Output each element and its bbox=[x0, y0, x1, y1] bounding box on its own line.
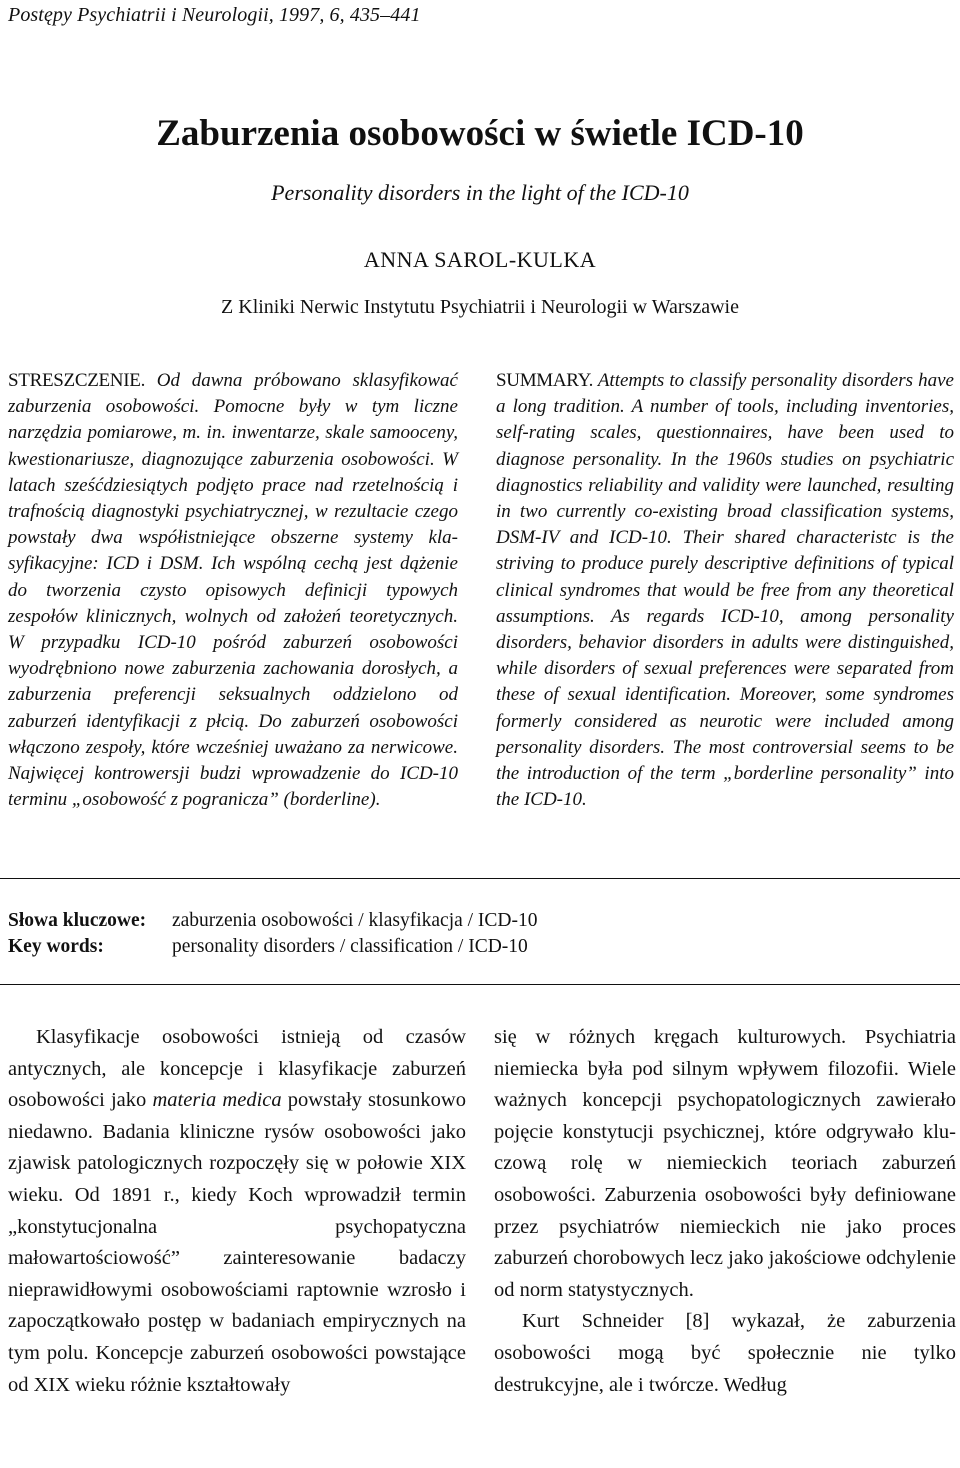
body-italic-term: materia medica bbox=[152, 1089, 282, 1112]
article-subtitle: Personality disorders in the light of the ICD-10 bbox=[271, 180, 689, 205]
keywords-english bbox=[8, 936, 528, 958]
abstract-english-heading: SUMMARY. bbox=[496, 370, 594, 391]
keywords-english-value: personality disorders / classification / ICD-10 bbox=[172, 936, 528, 957]
body-paragraph: Kurt Schneider [8] wykazał, że zaburzenia osobowości mogą być społecznie nie tylko destrukcyjne, ale i twórcze. Według bbox=[494, 1310, 956, 1396]
abstract-english-text: Attempts to classify personality disorders have a long tradition. A number of tools, including inventories, self-rating scales, questionnaires, have been used to diagnose personality. In the 1960s studies on psychiatric diagnostics reliability and validity were launched, resulting in two currently co-existing broad classification systems, DSM-IV and ICD-10. Their shared characteristc is the striving to produce purely descriptive definitions of typical clinical syndromes that would be free from any theoretical assumptions. As regards ICD-10, among personality disorders, behavior disorders in adults were distinguished, while disorders of sexual preferences were separated from these of sexual identification. Moreover, some syndromes formerly considered as neurotic were included among personality disorders. The most controversial seems to be the introduction of the term „borderline personality” into the ICD-10. bbox=[496, 370, 954, 811]
divider-bottom bbox=[0, 984, 960, 985]
body-paragraph: Klasyfikacje osobowości istnieją od czasów antycznych, ale koncepcje i klasyfikacje zaburzeń osobowości jako materia medica powstały stosunkowo niedawno. Badania kliniczne rysów osobowości jako zjawisk patologicznych rozpoczęły się w połowie XIX wieku. Od 1891 r., kiedy Koch wprowadził termin „konstytucjonalna psychopatyczna małowartościowość” zainteresowanie badaczy nieprawidłowymi osobowościami raptownie wzrosło i zapoczątkowało postęp w badaniach empirycznych na tym polu. Koncepcje zaburzeń osobowości powstające od XIX wieku różnie kształtowały bbox=[8, 1026, 466, 1396]
keywords-polish bbox=[8, 910, 538, 932]
journal-reference: Postępy Psychiatrii i Neurologii, 1997, 6, 435–441 bbox=[8, 4, 421, 26]
divider-top bbox=[0, 878, 960, 879]
abstract-polish-heading: STRESZCZENIE. bbox=[8, 370, 146, 391]
author-affiliation: Z Kliniki Nerwic Instytutu Psychiatrii i Neurologii w Warszawie bbox=[221, 296, 739, 318]
abstract-english bbox=[496, 368, 954, 813]
abstract-polish-text: Od dawna próbowano sklasyfikować zaburzenia osobowości. Pomocne były w tym liczne narzędzia pomiarowe, m. in. inwentarze, skale samooceny, kwestionariusze, diagnozujące zaburzenia osobowości. W latach sześćdziesiątych podjęto prace nad rzetelnością i trafnością diagnostyki psychiatrycznej, w rezultacie czego powstały dwa współistniejące obszerne systemy klasyfikacyjne: ICD i DSM. Ich wspólną cechą jest dążenie do tworzenia czysto opisowych definicji typowych zespołów klinicznych, wolnych od założeń teoretycznych. W przypadku ICD-10 pośród zaburzeń osobowości wyodrębniono nowe zaburzenia zachowania dorosłych, a zaburzenia preferencji seksualnych oddzielono od zaburzeń identyfikacji z płcią. Do zaburzeń osobowości włączono zespoły, które wcześniej uważano za nerwicowe. Najwięcej kontrowersji budzi wprowadzenie do ICD-10 terminu „osobowość z pogranicza” (borderline). bbox=[8, 370, 458, 811]
keywords-polish-value: zaburzenia osobowości / klasyfikacja / ICD-10 bbox=[172, 910, 538, 931]
body-column-left bbox=[8, 1022, 466, 1401]
body-column-right bbox=[494, 1022, 956, 1401]
article-title: Zaburzenia osobowości w świetle ICD-10 bbox=[156, 113, 804, 154]
author-name: ANNA SAROL-KULKA bbox=[363, 247, 597, 272]
body-paragraph: się w różnych kręgach kulturowych. Psychiatria niemiecka była pod silnym wpływem filozofii. Wiele ważnych koncepcji psychopatologicznych zawierało pojęcie konstytucji psychicznej, które odgrywało kluczową rolę w niemieckich teoriach zaburzeń osobowości. Zaburzenia osobowości były definiowane przez psychiatrów niemieckich nie jako proces zaburzeń chorobowych lecz jako jakościowe odchylenie od norm statystycznych. bbox=[494, 1026, 956, 1301]
abstract-polish bbox=[8, 368, 458, 813]
keywords-polish-label: Słowa kluczowe: bbox=[8, 910, 147, 931]
keywords-english-label: Key words: bbox=[8, 936, 104, 957]
